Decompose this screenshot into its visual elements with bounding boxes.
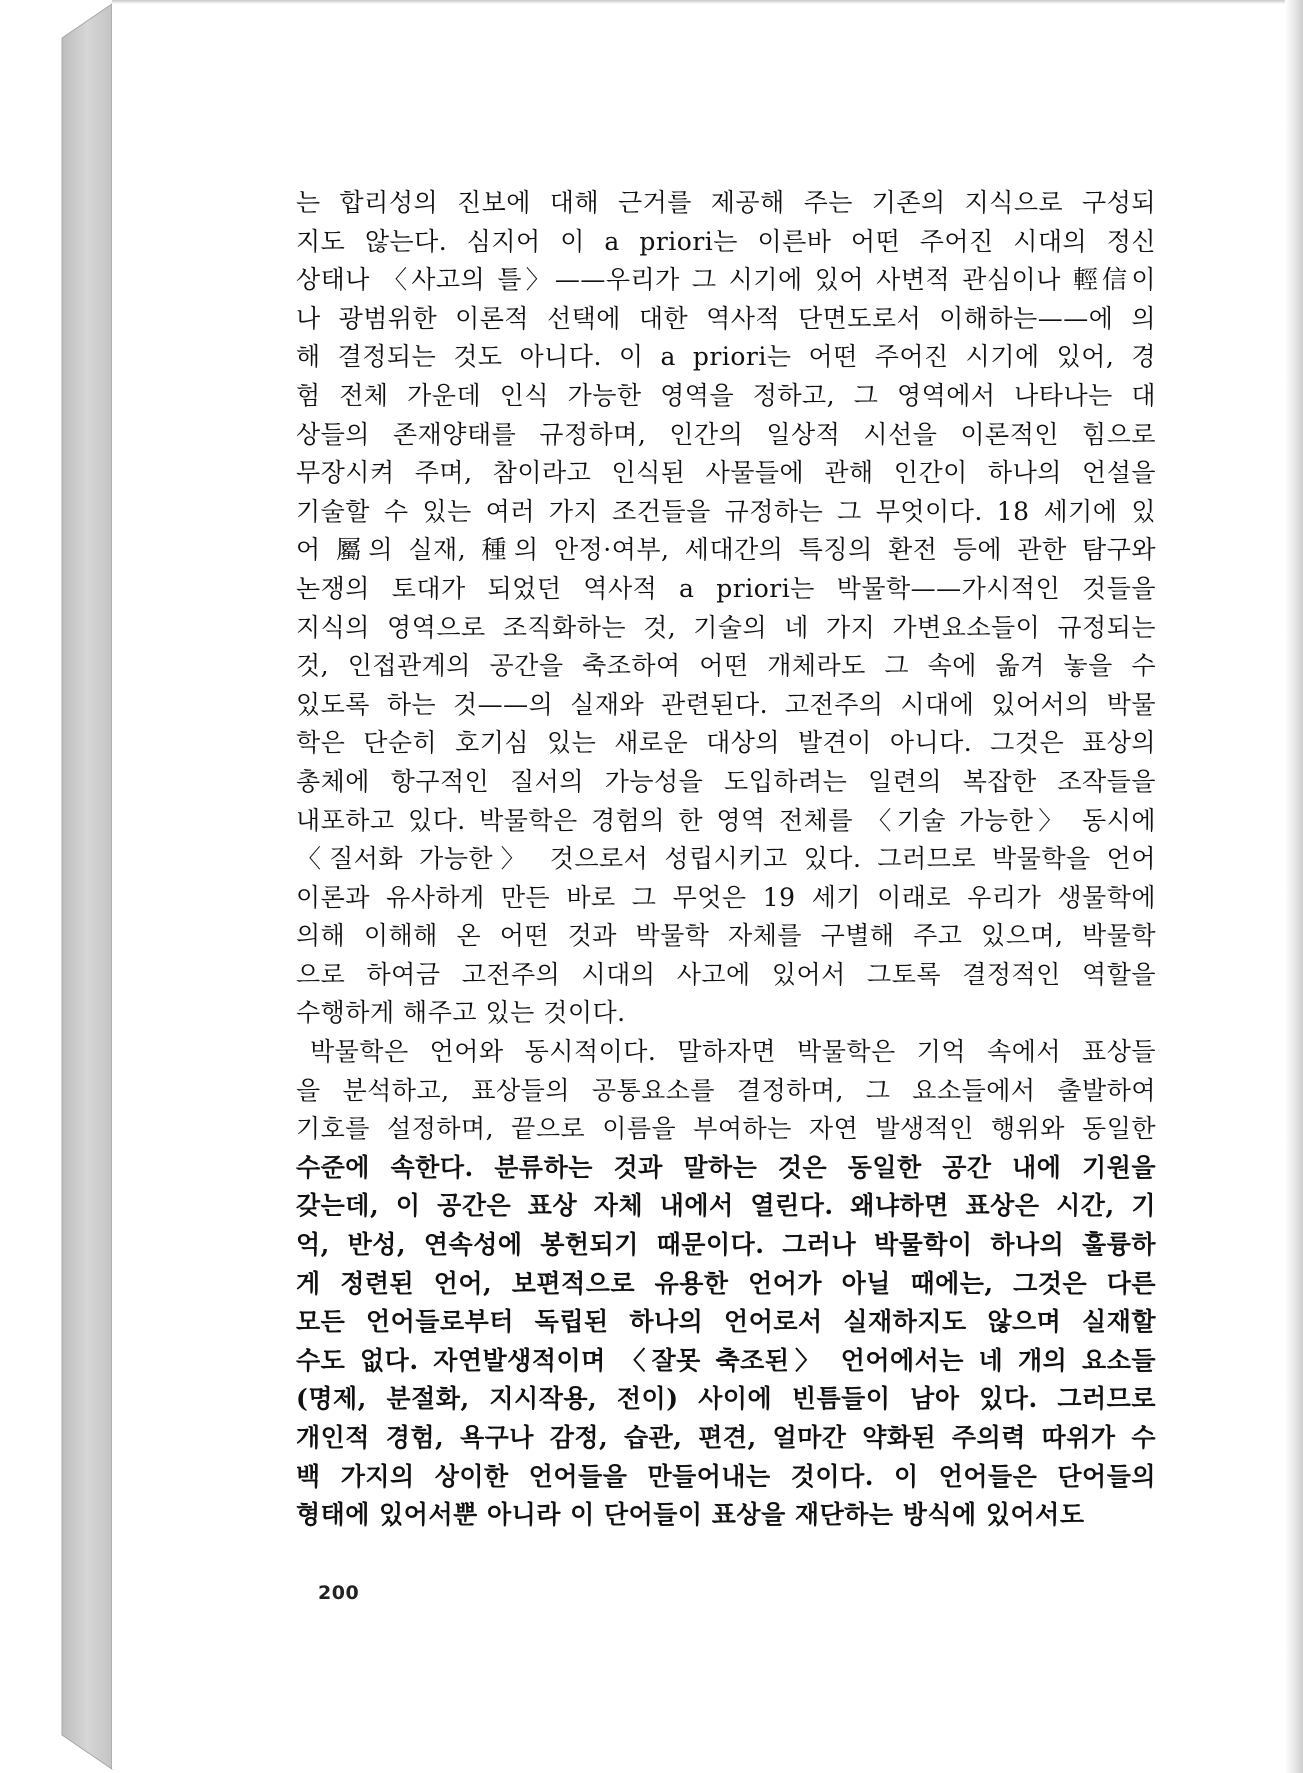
- paragraph-1: [296, 184, 1156, 1033]
- text-line: 수행하게 해주고 있는 것이다.: [296, 998, 626, 1028]
- text-line: 나 광범위한 이론적 선택에 대한 역사적 단면도로서 이해하는——에 의: [296, 303, 1156, 333]
- book-spine-shape: [0, 0, 120, 1773]
- text-line: 이론과 유사하게 만든 바로 그 무엇은 19 세기 이래로 우리가 생물학에: [296, 882, 1156, 912]
- text-line: 을 분석하고, 표상들의 공통요소를 결정하며, 그 요소들에서 출발하여: [296, 1075, 1156, 1105]
- text-line: 수준에 속한다. 분류하는 것과 말하는 것은 동일한 공간 내에 기원을: [296, 1152, 1156, 1182]
- text-line: 박물학은 언어와 동시적이다. 말하자면 박물학은 기억 속에서 표상들: [310, 1037, 1156, 1067]
- text-line: 억, 반성, 연속성에 봉헌되기 때문이다. 그러나 박물학이 하나의 훌륭하: [296, 1230, 1156, 1260]
- book-spine: [0, 0, 120, 1773]
- text-line: 논쟁의 토대가 되었던 역사적 a priori는 박물학——가시적인 것들을: [296, 573, 1156, 603]
- text-line: 것, 인접관계의 공간을 축조하여 어떤 개체라도 그 속에 옮겨 놓을 수: [296, 651, 1156, 681]
- text-line: 지도 않는다. 심지어 이 a priori는 이른바 어떤 주어진 시대의 정신: [296, 226, 1156, 256]
- text-line: 갖는데, 이 공간은 표상 자체 내에서 열린다. 왜냐하면 표상은 시간, 기: [296, 1191, 1156, 1221]
- text-line: 는 합리성의 진보에 대해 근거를 제공해 주는 기존의 지식으로 구성되: [296, 188, 1156, 217]
- page-number: 200: [318, 1582, 360, 1604]
- text-line: 〈질서화 가능한〉 것으로서 성립시키고 있다. 그러므로 박물학을 언어: [296, 844, 1156, 874]
- body-text: [296, 184, 1156, 1535]
- text-line: 있도록 하는 것——의 실재와 관련된다. 고전주의 시대에 있어서의 박물: [296, 689, 1156, 719]
- text-line: 개인적 경험, 욕구나 감정, 습관, 편견, 얼마간 약화된 주의력 따위가 수: [296, 1423, 1156, 1452]
- text-line: 어 屬의 실재, 種의 안정·여부, 세대간의 특징의 환전 등에 관한 탐구와: [296, 535, 1156, 565]
- text-line: 무장시켜 주며, 참이라고 인식된 사물들에 관해 인간이 하나의 언설을: [296, 458, 1156, 488]
- text-line: 지식의 영역으로 조직화하는 것, 기술의 네 가지 가변요소들이 규정되는: [296, 612, 1156, 642]
- text-line: 상들의 존재양태를 규정하며, 인간의 일상적 시선을 이론적인 힘으로: [296, 419, 1156, 449]
- text-line: 으로 하여금 고전주의 시대의 사고에 있어서 그토록 결정적인 역할을: [296, 959, 1156, 989]
- text-line: 기호를 설정하며, 끝으로 이름을 부여하는 자연 발생적인 행위와 동일한: [296, 1114, 1156, 1144]
- text-line: 의해 이해해 온 어떤 것과 박물학 자체를 구별해 주고 있으며, 박물학: [296, 921, 1156, 951]
- book-page: [112, 4, 1285, 1769]
- text-line: 기술할 수 있는 여러 가지 조건들을 규정하는 그 무엇이다. 18 세기에 있: [296, 496, 1156, 526]
- text-line: 백 가지의 상이한 언어들을 만들어내는 것이다. 이 언어들은 단어들의: [296, 1461, 1156, 1491]
- text-line: 모든 언어들로부터 독립된 하나의 언어로서 실재하지도 않으며 실재할: [296, 1307, 1156, 1337]
- text-line: 학은 단순히 호기심 있는 새로운 대상의 발견이 아니다. 그것은 표상의: [296, 728, 1156, 758]
- text-line: (명제, 분절화, 지시작용, 전이) 사이에 빈틈들이 남아 있다. 그러므로: [296, 1384, 1156, 1414]
- text-line: 상태나 〈사고의 틀〉——우리가 그 시기에 있어 사변적 관심이나 輕信이: [296, 265, 1156, 295]
- text-line: 수도 없다. 자연발생적이며 〈잘못 축조된〉 언어에서는 네 개의 요소들: [296, 1345, 1156, 1375]
- text-line: 험 전체 가운데 인식 가능한 영역을 정하고, 그 영역에서 나타나는 대: [296, 380, 1156, 410]
- text-line: 총체에 항구적인 질서의 가능성을 도입하려는 일련의 복잡한 조작들을: [296, 766, 1156, 796]
- text-line: 형태에 있어서뿐 아니라 이 단어들이 표상을 재단하는 방식에 있어서도: [296, 1500, 1085, 1530]
- paragraph-2: [296, 1033, 1156, 1535]
- page-edge-right: [1285, 0, 1303, 1773]
- text-line: 해 결정되는 것도 아니다. 이 a priori는 어떤 주어진 시기에 있어, 경: [296, 342, 1156, 372]
- text-line: 게 정련된 언어, 보편적으로 유용한 언어가 아닐 때에는, 그것은 다른: [296, 1268, 1156, 1298]
- text-line: 내포하고 있다. 박물학은 경험의 한 영역 전체를 〈기술 가능한〉 동시에: [296, 805, 1156, 835]
